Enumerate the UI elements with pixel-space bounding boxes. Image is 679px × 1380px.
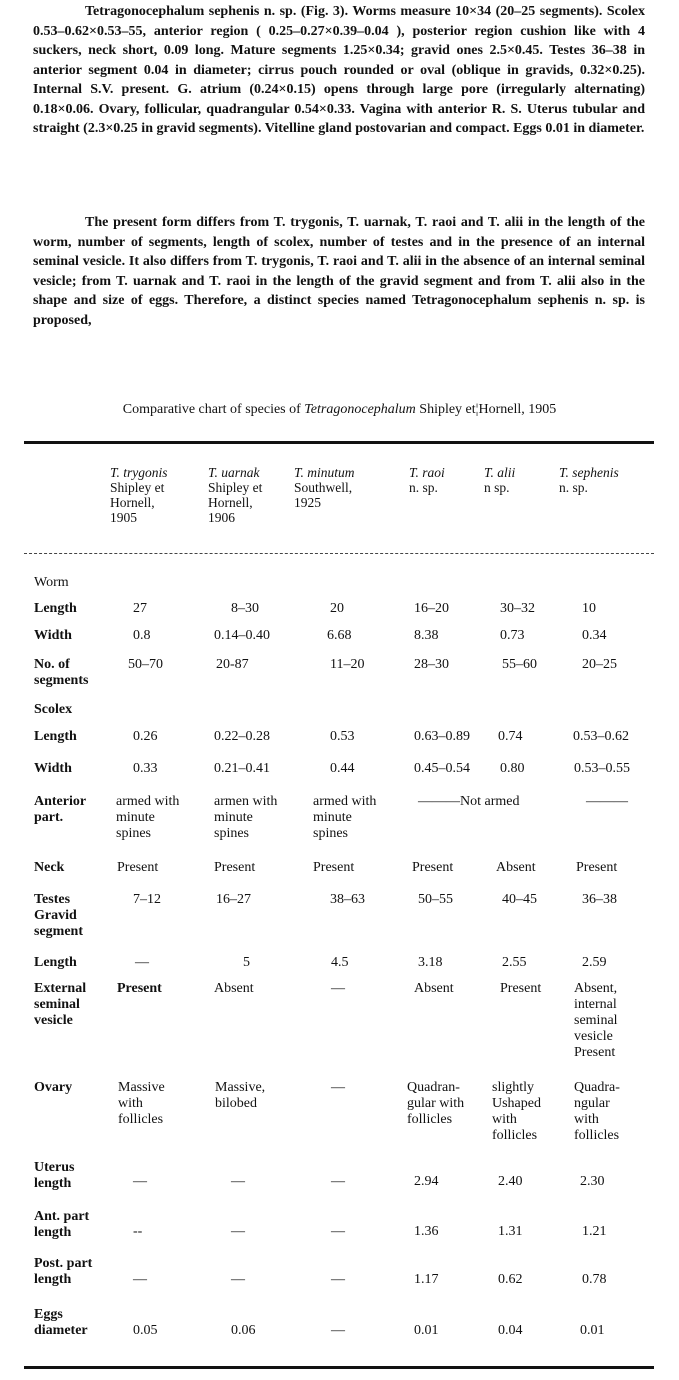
table-cell: 0.22–0.28 — [214, 729, 270, 744]
table-cell: — — [331, 1272, 345, 1287]
table-cell: Absent — [414, 981, 454, 996]
table-cell: 0.80 — [500, 761, 525, 776]
row-label: Width — [34, 628, 72, 643]
table-cell: 0.63–0.89 — [414, 729, 470, 744]
table-cell: — — [133, 1272, 147, 1287]
table-cell: ———Not armed — [418, 794, 520, 809]
table-cell: Massive with follicles — [118, 1080, 165, 1127]
caption-suffix: Shipley et¦Hornell, 1905 — [415, 402, 557, 417]
species-authority: n. sp. — [409, 480, 438, 495]
table-cell: Present — [576, 860, 618, 875]
table-cell: 16–20 — [414, 601, 449, 616]
table-cell: 27 — [133, 601, 147, 616]
comparison-paragraph: The present form differs from T. trygonis, T. uarnak, T. raoi and T. alii in the length of the worm, number of segments, length of scolex, number of testes and in the presence of an internal seminal vesicle. It also differs from T. trygonis, T. raoi and T. alii in the absence of an internal seminal vesicle; from T. uarnak and T. raoi in the length of the gravid segment and from T. alii also in the shape and size of eggs. Therefore, a distinct species named Tetragonocephalum sephenis n. sp. is proposed, — [33, 215, 645, 328]
table-cell: — — [231, 1224, 245, 1239]
table-cell: 0.74 — [498, 729, 523, 744]
table-cell: 0.26 — [133, 729, 158, 744]
table-cell: 20 — [330, 601, 344, 616]
table-cell: 2.59 — [582, 955, 607, 970]
column-header-uarnak — [208, 465, 262, 525]
column-header-alii — [484, 465, 515, 495]
table-cell: 0.34 — [582, 628, 607, 643]
table-cell: Present — [117, 860, 159, 875]
table-cell: 7–12 — [133, 892, 161, 907]
table-cell: 6.68 — [327, 628, 352, 643]
row-label: Post. part length — [34, 1256, 93, 1287]
row-label: External seminal vesicle — [34, 981, 87, 1028]
table-cell: armen with minute spines — [214, 794, 278, 841]
species-authority: n sp. — [484, 480, 510, 495]
table-cell: -- — [133, 1224, 143, 1239]
table-cell: 0.8 — [133, 628, 151, 643]
table-bottom-rule — [24, 1366, 654, 1369]
table-cell: 16–27 — [216, 892, 251, 907]
table-cell: 8.38 — [414, 628, 439, 643]
column-header-trygonis — [110, 465, 168, 525]
table-cell: 1.31 — [498, 1224, 523, 1239]
table-cell: Present — [214, 860, 256, 875]
table-cell: 38–63 — [330, 892, 365, 907]
table-cell: 1.17 — [414, 1272, 439, 1287]
row-label: Ant. part length — [34, 1209, 90, 1240]
table-cell: — — [331, 981, 345, 996]
table-cell: 10 — [582, 601, 596, 616]
table-cell: — — [331, 1080, 345, 1095]
table-cell: — — [231, 1272, 245, 1287]
table-cell: 0.01 — [414, 1323, 439, 1338]
table-cell: ——— — [586, 794, 628, 809]
table-top-rule — [24, 441, 654, 444]
row-label: Ovary — [34, 1080, 73, 1095]
table-cell: 0.01 — [580, 1323, 605, 1338]
table-cell: — — [133, 1174, 147, 1189]
column-header-sephenis — [559, 465, 619, 495]
table-cell: slightly Ushaped with follicles — [492, 1080, 541, 1143]
table-caption — [0, 402, 679, 418]
table-cell: Present — [500, 981, 542, 996]
table-cell: 0.53 — [330, 729, 355, 744]
table-cell: — — [135, 955, 149, 970]
table-cell: 0.14–0.40 — [214, 628, 270, 643]
row-label: Worm — [34, 575, 69, 590]
table-cell: 0.73 — [500, 628, 525, 643]
table-cell: 0.45–0.54 — [414, 761, 470, 776]
table-cell: 2.94 — [414, 1174, 439, 1189]
row-label: Length — [34, 729, 77, 744]
table-cell: 0.21–0.41 — [214, 761, 270, 776]
table-cell: 20-87 — [216, 657, 249, 672]
table-cell: 0.06 — [231, 1323, 256, 1338]
row-label: Length — [34, 955, 77, 970]
table-cell: — — [231, 1174, 245, 1189]
table-cell: 0.44 — [330, 761, 355, 776]
table-cell: 50–70 — [128, 657, 163, 672]
table-cell: armed with minute spines — [313, 794, 377, 841]
row-label: Uterus length — [34, 1160, 75, 1191]
table-cell: 2.30 — [580, 1174, 605, 1189]
table-cell: Quadra- ngular with follicles — [574, 1080, 620, 1143]
table-cell: Massive, bilobed — [215, 1080, 266, 1111]
column-header-minutum — [294, 465, 355, 510]
table-cell: 55–60 — [502, 657, 537, 672]
species-name: T. alii — [484, 465, 516, 480]
table-cell: 1.36 — [414, 1224, 439, 1239]
row-label: Length — [34, 601, 77, 616]
table-cell: 2.55 — [502, 955, 527, 970]
table-cell: Present — [117, 981, 162, 996]
caption-prefix: Comparative chart of species of — [122, 402, 305, 417]
table-cell: Absent — [496, 860, 536, 875]
header-divider-rule — [24, 553, 654, 554]
table-cell: 2.40 — [498, 1174, 523, 1189]
table-cell: 0.04 — [498, 1323, 523, 1338]
table-cell: — — [331, 1224, 345, 1239]
table-cell: 0.33 — [133, 761, 158, 776]
table-cell: 1.21 — [582, 1224, 607, 1239]
table-cell: — — [331, 1323, 345, 1338]
species-authority: Shipley et Hornell, 1905 — [110, 480, 165, 525]
row-label: Scolex — [34, 702, 73, 717]
table-cell: 40–45 — [502, 892, 537, 907]
table-cell: 11–20 — [330, 657, 365, 672]
table-cell: 0.05 — [133, 1323, 158, 1338]
species-name: T. sephenis — [559, 465, 619, 480]
table-cell: 30–32 — [500, 601, 535, 616]
table-cell: armed with minute spines — [116, 794, 180, 841]
table-cell: 0.53–0.55 — [574, 761, 630, 776]
table-cell: 4.5 — [331, 955, 349, 970]
species-name: T. trygonis — [110, 465, 168, 480]
table-cell: 28–30 — [414, 657, 449, 672]
table-cell: 0.78 — [582, 1272, 607, 1287]
table-cell: 8–30 — [231, 601, 259, 616]
species-authority: n. sp. — [559, 480, 588, 495]
species-name: T. minutum — [294, 465, 355, 480]
table-cell: Absent, internal seminal vesicle Present — [574, 981, 618, 1060]
species-name: T. uarnak — [208, 465, 260, 480]
table-cell: 36–38 — [582, 892, 617, 907]
table-cell: 3.18 — [418, 955, 443, 970]
table-cell: Absent — [214, 981, 254, 996]
table-cell: Quadran- gular with follicles — [407, 1080, 465, 1127]
species-description-paragraph: Tetragonocephalum sephenis n. sp. (Fig. 3). Worms measure 10×34 (20–25 segments). Scolex 0.53–0.62×0.53–55, anterior region ( 0.25–0.27×0.39–0.04 ), posterior region cushion like with 4 suckers, neck short, 0.09 long. Mature segments 1.25×0.34; gravid ones 2.5×0.45. Testes 36–38 in anterior segment 0.04 in diameter; cirrus pouch rounded or oval (oblique in gravids, 0.32×0.25). Internal S.V. present. G. atrium (0.24×0.15) opens through large pore (irregularly alternating) 0.18×0.06. Ovary, follicular, quadrangular 0.54×0.33. Vagina with anterior R. S. Uterus tubular and straight (2.3×0.25 in gravid segments). Vitelline gland postovarian and compact. Eggs 0.01 in diameter. — [33, 4, 645, 136]
table-cell: Present — [313, 860, 355, 875]
row-label: No. of segments — [34, 657, 89, 688]
table-cell: 50–55 — [418, 892, 453, 907]
table-cell: 20–25 — [582, 657, 617, 672]
row-label: Testes Gravid segment — [34, 892, 83, 939]
species-authority: Southwell, 1925 — [294, 480, 353, 510]
row-label: Anterior part. — [34, 794, 87, 825]
caption-genus: Tetragonocephalum — [304, 402, 416, 417]
species-name: T. raoi — [409, 465, 445, 480]
table-cell: Present — [412, 860, 454, 875]
row-label: Width — [34, 761, 72, 776]
species-authority: Shipley et Hornell, 1906 — [208, 480, 263, 525]
row-label: Eggs diameter — [34, 1307, 88, 1338]
row-label: Neck — [34, 860, 65, 875]
table-cell: 0.53–0.62 — [573, 729, 629, 744]
table-cell: 0.62 — [498, 1272, 523, 1287]
column-header-raoi — [409, 465, 445, 495]
table-cell: 5 — [243, 955, 250, 970]
table-cell: — — [331, 1174, 345, 1189]
